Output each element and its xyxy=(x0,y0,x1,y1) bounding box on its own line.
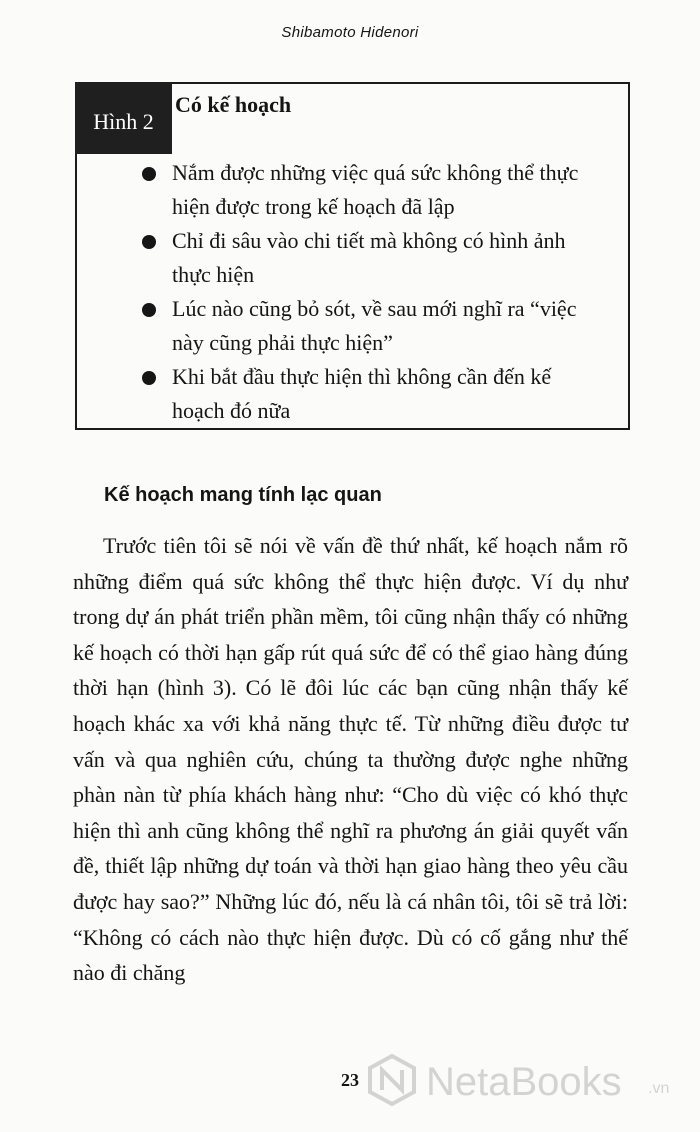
bullet-item xyxy=(77,224,628,292)
section-heading: Kế hoạch mang tính lạc quan xyxy=(104,484,382,506)
bullet-text: Nắm được những việc quá sức không thể thực hiện được trong kế hoạch đã lập xyxy=(172,160,579,219)
bullet-dot-icon xyxy=(142,235,156,249)
bullet-text: Lúc nào cũng bỏ sót, về sau mới nghĩ ra “việc này cũng phải thực hiện” xyxy=(172,296,577,355)
watermark xyxy=(366,1052,686,1112)
bullet-item xyxy=(77,360,628,428)
bullet-item xyxy=(77,292,628,360)
figure-box xyxy=(75,82,630,430)
figure-bullet-list xyxy=(77,156,628,428)
bullet-dot-icon xyxy=(142,303,156,317)
bullet-text: Khi bắt đầu thực hiện thì không cần đến kế hoạch đó nữa xyxy=(172,364,552,423)
bullet-dot-icon xyxy=(142,167,156,181)
watermark-brand: NetaBooks xyxy=(426,1060,622,1104)
bullet-text: Chỉ đi sâu vào chi tiết mà không có hình ảnh thực hiện xyxy=(172,228,566,287)
body-paragraph: Trước tiên tôi sẽ nói về vấn đề thứ nhất, kế hoạch nắm rõ những điểm quá sức không thể thực hiện được. Ví dụ như trong dự án phát triển phần mềm, tôi cũng nhận thấy có những kế hoạch có thời hạn gấp rút quá sức để có thể giao hàng đúng thời hạn (hình 3). Có lẽ đôi lúc các bạn cũng nhận thấy kế hoạch khác xa với khả năng thực tế. Từ những điều được tư vấn và qua nghiên cứu, chúng ta thường được nghe những phàn nàn từ phía khách hàng như: “Cho dù việc có khó thực hiện thì anh cũng không thể nghĩ ra phương án giải quyết vấn đề, thiết lập những dự toán và thời hạn giao hàng theo yêu cầu được hay sao?” Những lúc đó, nếu là cá nhân tôi, tôi sẽ trả lời: “Không có cách nào thực hiện được. Dù có cố gắng như thế nào đi chăng xyxy=(73,533,628,986)
figure-title: Có kế hoạch xyxy=(175,92,292,117)
page-number: 23 xyxy=(341,1070,359,1090)
watermark-domain: .vn xyxy=(648,1080,670,1097)
running-header-author: Shibamoto Hidenori xyxy=(281,24,419,41)
figure-label: Hình 2 xyxy=(75,82,172,154)
bullet-dot-icon xyxy=(142,371,156,385)
bullet-item xyxy=(77,156,628,224)
netabooks-logo-icon xyxy=(366,1054,418,1106)
